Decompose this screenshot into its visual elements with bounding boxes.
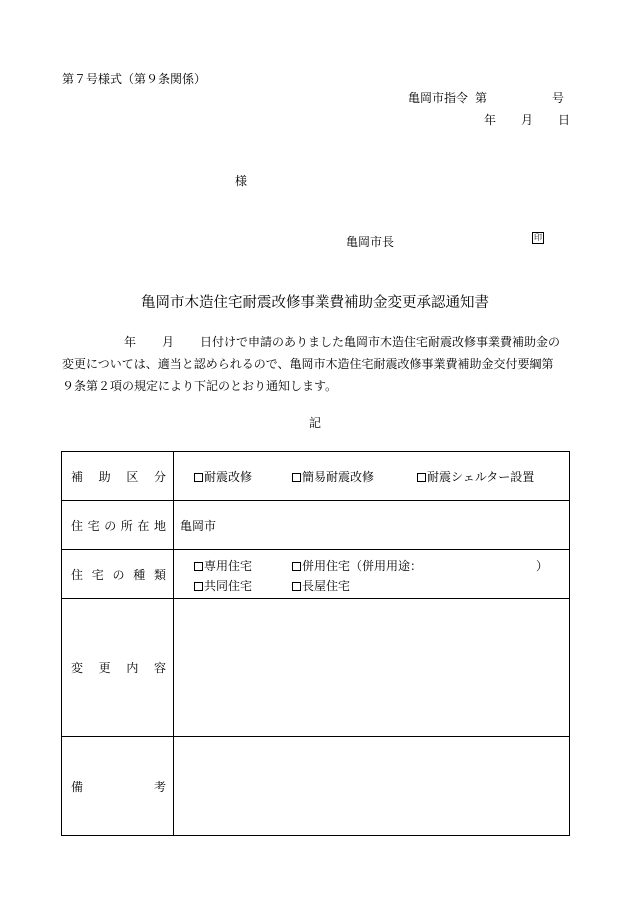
option-label: 長屋住宅 <box>302 579 351 593</box>
label-char: 補 <box>71 469 84 484</box>
label-char: 類 <box>153 567 166 582</box>
label-char: 所 <box>120 518 133 533</box>
checkbox-icon[interactable] <box>194 562 203 571</box>
notice-body <box>62 331 574 397</box>
option-label: 併用住宅（併用用途： <box>302 559 423 573</box>
document-title: 亀岡市木造住宅耐震改修事業費補助金変更承認通知書 <box>141 295 489 311</box>
option-shelter[interactable] <box>417 468 534 485</box>
checkbox-icon[interactable] <box>292 562 301 571</box>
label-char: 地 <box>153 518 166 533</box>
option-label: 専用住宅 <box>204 559 253 573</box>
body-year: 年 <box>124 335 137 349</box>
option-label: 共同住宅 <box>204 579 253 593</box>
body-month: 月 <box>162 335 175 349</box>
label-change-details <box>62 599 174 737</box>
label-char: 備 <box>71 779 84 794</box>
reference-dai: 第 <box>475 91 488 105</box>
label-char: 更 <box>98 661 111 675</box>
ki-heading: 記 <box>308 416 321 430</box>
date-month: 月 <box>521 113 534 127</box>
label-char: 種 <box>133 567 146 582</box>
value-location[interactable] <box>174 501 570 550</box>
option-label: 簡易耐震改修 <box>302 470 375 484</box>
value-remarks[interactable] <box>174 737 570 836</box>
label-char: の <box>112 567 125 582</box>
label-char: 分 <box>153 469 166 484</box>
body-line-3: ９条第２項の規定により下記のとおり通知します。 <box>62 379 338 393</box>
seal-mark: 印 <box>534 233 542 242</box>
label-char: 区 <box>126 469 139 484</box>
value-subsidy-category <box>174 452 570 501</box>
issuer-title: 亀岡市長 <box>346 235 395 249</box>
label-subsidy-category <box>62 452 174 501</box>
label-location <box>62 501 174 550</box>
body-line-1-text: 日付けで申請のありました亀岡市木造住宅耐震改修事業費補助金の <box>200 335 561 349</box>
label-char: 考 <box>153 779 166 794</box>
date-year: 年 <box>484 113 497 127</box>
label-char: 住 <box>71 518 84 533</box>
row-house-type <box>62 550 570 599</box>
form-number: 第７号様式（第９条関係） <box>62 72 207 86</box>
issue-date <box>484 111 570 128</box>
option-label: 耐震シェルター設置 <box>427 470 535 484</box>
option-simple-retrofit[interactable] <box>292 468 374 485</box>
option-label: 耐震改修 <box>204 470 253 484</box>
details-table <box>61 451 570 836</box>
reference-number <box>408 89 564 106</box>
combined-use-close-paren: ） <box>536 559 549 573</box>
option-apartment[interactable] <box>194 577 252 594</box>
checkbox-icon[interactable] <box>417 473 426 482</box>
value-house-type <box>174 550 570 599</box>
value-change-details[interactable] <box>174 599 570 737</box>
row-location <box>62 501 570 550</box>
label-house-type <box>62 550 174 599</box>
row-subsidy-category <box>62 452 570 501</box>
reference-prefix: 亀岡市指令 <box>408 91 469 105</box>
row-remarks <box>62 737 570 836</box>
label-char: 住 <box>71 567 84 582</box>
row-change-details <box>62 599 570 737</box>
option-dedicated-house[interactable] <box>194 557 252 574</box>
location-value: 亀岡市 <box>180 518 217 533</box>
label-char: 宅 <box>87 518 100 533</box>
checkbox-icon[interactable] <box>292 473 301 482</box>
body-line-2: 変更については、適当と認められるので、亀岡市木造住宅耐震改修事業費補助金交付要綱第 <box>62 357 554 371</box>
reference-go: 号 <box>552 91 565 105</box>
label-remarks <box>62 737 174 836</box>
label-char: の <box>104 518 117 533</box>
recipient-honorific: 様 <box>235 174 248 188</box>
label-char: 変 <box>71 661 84 675</box>
body-line-1 <box>62 331 574 353</box>
checkbox-icon[interactable] <box>194 473 203 482</box>
option-seismic-retrofit[interactable] <box>194 468 252 485</box>
label-char: 在 <box>137 518 150 533</box>
option-combined-use-house[interactable] <box>292 557 422 574</box>
label-char: 宅 <box>91 567 104 582</box>
label-char: 内 <box>126 661 139 675</box>
label-char: 容 <box>153 661 166 675</box>
label-char: 助 <box>98 469 111 484</box>
option-row-house[interactable] <box>292 577 350 594</box>
checkbox-icon[interactable] <box>194 582 203 591</box>
date-day: 日 <box>558 113 571 127</box>
checkbox-icon[interactable] <box>292 582 301 591</box>
